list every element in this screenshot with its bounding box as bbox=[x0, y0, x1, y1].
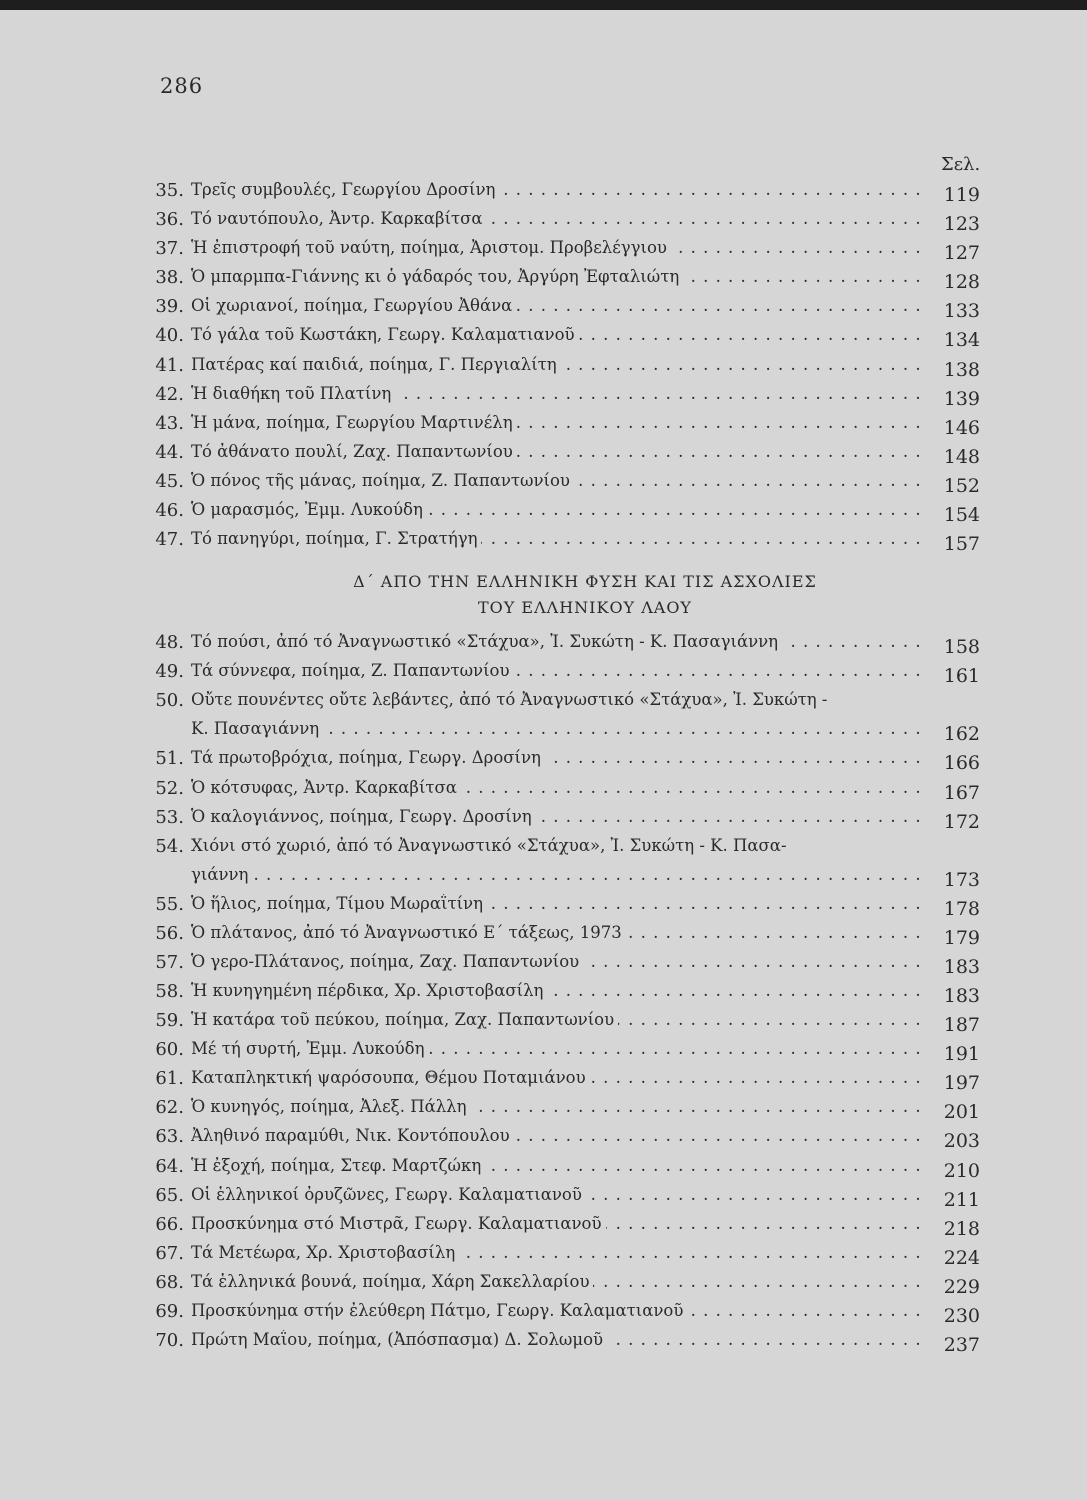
entry-title: Τό ἀθάνατο πουλί, Ζαχ. Παπαντωνίου . . . bbox=[191, 442, 920, 461]
entry-page: 191 bbox=[943, 1043, 980, 1066]
entry-title-continuation: γιάννη . . . bbox=[191, 865, 920, 884]
entry-title: Πατέρας καί παιδιά, ποίημα, Γ. Περγιαλίτη . . . bbox=[191, 355, 920, 374]
entry-page: 197 bbox=[943, 1072, 980, 1095]
entry-page: 237 bbox=[943, 1334, 980, 1357]
entry-page: 138 bbox=[943, 358, 980, 381]
entry-page: 218 bbox=[943, 1217, 980, 1240]
entry-page: 183 bbox=[943, 955, 980, 978]
entry-number: 58. bbox=[155, 980, 184, 1002]
entry-page: 152 bbox=[943, 474, 980, 497]
entry-title: Καταπληκτική ψαρόσουπα, Θέμου Ποταμιάνου . . . bbox=[191, 1068, 920, 1087]
entry-number: 42. bbox=[155, 383, 184, 405]
toc-entry bbox=[150, 746, 980, 775]
toc-entry bbox=[150, 527, 980, 556]
entry-title: Οἱ χωριανοί, ποίημα, Γεωργίου Ἀθάνα . . . bbox=[191, 296, 920, 315]
entry-title: Τά πρωτοβρόχια, ποίημα, Γεωργ. Δροσίνη . . . bbox=[191, 748, 920, 767]
entry-number: 51. bbox=[155, 748, 184, 770]
entry-page: 139 bbox=[943, 387, 980, 410]
entry-title: Προσκύνημα στό Μιστρᾶ, Γεωργ. Καλαματιανοῦ . . . bbox=[191, 1214, 920, 1233]
entry-title: Ὁ κυνηγός, ποίημα, Ἀλεξ. Πάλλη . . . bbox=[191, 1097, 920, 1116]
entry-number: 55. bbox=[155, 893, 184, 915]
entry-title: Τό ναυτόπουλο, Ἀντρ. Καρκαβίτσα . . . bbox=[191, 209, 920, 228]
entry-title: Ὁ μπαρμπα-Γιάννης κι ὁ γάδαρός του, Ἀργύρη Ἐφταλιώτη . . . bbox=[191, 267, 920, 286]
entry-title: Τά σύννεφα, ποίημα, Ζ. Παπαντωνίου . . . bbox=[191, 661, 920, 680]
entry-page: 157 bbox=[943, 533, 980, 556]
toc-entry bbox=[150, 892, 980, 921]
entry-page: 158 bbox=[943, 636, 980, 659]
toc-entry bbox=[150, 1270, 980, 1299]
entry-title: Ἡ κατάρα τοῦ πεύκου, ποίημα, Ζαχ. Παπαντωνίου . . . bbox=[191, 1010, 920, 1029]
entry-page: 183 bbox=[943, 984, 980, 1007]
entry-number: 70. bbox=[155, 1330, 184, 1352]
entry-number: 62. bbox=[155, 1097, 184, 1119]
scan-top-border bbox=[0, 0, 1087, 10]
entry-title: Ἡ ἐπιστροφή τοῦ ναύτη, ποίημα, Ἀριστομ. Προβελέγγιου . . . bbox=[191, 238, 920, 257]
entry-title: Ὁ ἥλιος, ποίημα, Τίμου Μωραΐτίνη . . . bbox=[191, 894, 920, 913]
entry-title: Προσκύνημα στήν ἐλεύθερη Πάτμο, Γεωργ. Καλαματιανοῦ . . . bbox=[191, 1301, 920, 1320]
entry-page: 167 bbox=[943, 781, 980, 804]
toc-entry bbox=[150, 805, 980, 834]
entry-page: 154 bbox=[943, 504, 980, 527]
toc-entry bbox=[150, 1183, 980, 1212]
entry-number: 43. bbox=[155, 412, 184, 434]
entry-title-continuation: Κ. Πασαγιάννη . . . bbox=[191, 719, 920, 738]
entry-title: Ἀληθινό παραμύθι, Νικ. Κοντόπουλου . . . bbox=[191, 1126, 920, 1145]
entry-page: 162 bbox=[943, 723, 980, 746]
entry-page: 201 bbox=[943, 1101, 980, 1124]
entry-title: Ὁ μαρασμός, Ἐμμ. Λυκούδη . . . bbox=[191, 500, 920, 519]
toc-entry bbox=[150, 688, 980, 746]
toc-entry bbox=[150, 776, 980, 805]
entry-number: 63. bbox=[155, 1126, 184, 1148]
toc-entry bbox=[150, 1008, 980, 1037]
entry-number: 50. bbox=[155, 690, 184, 712]
toc-entry bbox=[150, 353, 980, 382]
toc-entries-part-b bbox=[150, 630, 980, 1357]
entry-number: 35. bbox=[155, 180, 184, 201]
toc-entry bbox=[150, 1037, 980, 1066]
toc-entry bbox=[150, 921, 980, 950]
entry-number: 46. bbox=[155, 500, 184, 522]
entry-number: 39. bbox=[155, 296, 184, 318]
entry-title: Ὁ καλογιάννος, ποίημα, Γεωργ. Δροσίνη . . . bbox=[191, 807, 920, 826]
entry-number: 69. bbox=[155, 1301, 184, 1322]
entry-title: Μέ τή συρτή, Ἐμμ. Λυκούδη . . . bbox=[191, 1039, 920, 1058]
entry-number: 52. bbox=[155, 777, 184, 799]
entry-number: 54. bbox=[155, 835, 184, 857]
toc-entry bbox=[150, 236, 980, 265]
entry-number: 57. bbox=[155, 951, 184, 973]
toc-entry bbox=[150, 207, 980, 236]
entry-number: 66. bbox=[155, 1213, 184, 1235]
entry-number: 65. bbox=[155, 1184, 184, 1206]
toc-entry bbox=[150, 382, 980, 411]
entry-number: 56. bbox=[155, 922, 184, 944]
entry-title: Τρεῖς συμβουλές, Γεωργίου Δροσίνη . . . bbox=[191, 180, 920, 199]
entry-number: 68. bbox=[155, 1271, 184, 1293]
entry-page: 123 bbox=[943, 213, 980, 236]
entry-title: Τό πανηγύρι, ποίημα, Γ. Στρατήγη . . . bbox=[191, 529, 920, 548]
entry-title: Ἡ ἐξοχή, ποίημα, Στεφ. Μαρτζώκη . . . bbox=[191, 1156, 920, 1175]
entry-page: 119 bbox=[943, 184, 980, 206]
toc-entry bbox=[150, 265, 980, 294]
section-heading-line-1: Δ΄ ΑΠΟ ΤΗΝ ΕΛΛΗΝΙΚΗ ΦΥΣΗ ΚΑΙ ΤΙΣ ΑΣΧΟΛΙΕΣ bbox=[353, 572, 817, 592]
entry-title: Ὁ πόνος τῆς μάνας, ποίημα, Ζ. Παπαντωνίου . . . bbox=[191, 471, 920, 490]
page-column-header: Σελ. bbox=[941, 154, 981, 175]
entry-page: 229 bbox=[943, 1275, 980, 1298]
entry-page: 211 bbox=[943, 1188, 980, 1211]
toc-entries-part-a bbox=[150, 178, 980, 556]
entry-page: 134 bbox=[943, 329, 980, 352]
toc-entry bbox=[150, 323, 980, 352]
toc-entry bbox=[150, 178, 980, 207]
toc-entry bbox=[150, 1124, 980, 1153]
entry-title: Ὁ κότσυφας, Ἀντρ. Καρκαβίτσα . . . bbox=[191, 778, 920, 797]
toc-entry bbox=[150, 440, 980, 469]
entry-title: Τά ἑλληνικά βουνά, ποίημα, Χάρη Σακελλαρίου . . . bbox=[191, 1272, 920, 1291]
entry-number: 47. bbox=[155, 529, 184, 551]
toc-entry bbox=[150, 979, 980, 1008]
entry-title: Ὁ πλάτανος, ἀπό τό Ἀναγνωστικό Ε΄ τάξεως, 1973 . . . bbox=[191, 923, 920, 942]
toc-entry bbox=[150, 1299, 980, 1328]
toc-entry bbox=[150, 659, 980, 688]
entry-number: 41. bbox=[155, 354, 184, 376]
entry-number: 45. bbox=[155, 470, 184, 492]
entry-number: 44. bbox=[155, 441, 184, 463]
section-heading-line-2: ΤΟΥ ΕΛΛΗΝΙΚΟΥ ΛΑΟΥ bbox=[477, 598, 692, 618]
toc-entry bbox=[150, 1241, 980, 1270]
entry-page: 127 bbox=[943, 242, 980, 265]
entry-number: 53. bbox=[155, 806, 184, 828]
page-number: 286 bbox=[160, 74, 204, 98]
table-of-contents bbox=[150, 178, 980, 1357]
toc-entry bbox=[150, 294, 980, 323]
entry-title: Ὁ γερο-Πλάτανος, ποίημα, Ζαχ. Παπαντωνίου . . . bbox=[191, 952, 920, 971]
entry-title: Τό πούσι, ἀπό τό Ἀναγνωστικό «Στάχυα», Ἰ. Συκώτη - Κ. Πασαγιάννη . . . bbox=[191, 632, 920, 651]
entry-number: 67. bbox=[155, 1242, 184, 1264]
entry-page: 230 bbox=[943, 1305, 980, 1327]
toc-entry bbox=[150, 630, 980, 659]
section-heading bbox=[150, 556, 980, 630]
toc-entry bbox=[150, 1212, 980, 1241]
toc-entry bbox=[150, 1095, 980, 1124]
entry-page: 173 bbox=[943, 868, 980, 891]
toc-entry bbox=[150, 1154, 980, 1183]
entry-number: 36. bbox=[155, 209, 184, 231]
entry-number: 60. bbox=[155, 1039, 184, 1061]
entry-number: 38. bbox=[155, 267, 184, 289]
entry-title: Πρώτη Μαΐου, ποίημα, (Ἀπόσπασμα) Δ. Σολωμοῦ . . . bbox=[191, 1330, 920, 1349]
entry-page: 133 bbox=[943, 300, 980, 323]
entry-page: 172 bbox=[943, 810, 980, 833]
entry-title: Οἱ ἑλληνικοί ὀρυζῶνες, Γεωργ. Καλαματιανοῦ . . . bbox=[191, 1185, 920, 1204]
toc-entry bbox=[150, 950, 980, 979]
entry-page: 224 bbox=[943, 1246, 980, 1269]
entry-page: 187 bbox=[943, 1014, 980, 1037]
toc-entry bbox=[150, 498, 980, 527]
entry-title: Ἡ διαθήκη τοῦ Πλατίνη . . . bbox=[191, 384, 920, 403]
toc-entry bbox=[150, 1328, 980, 1357]
entry-page: 166 bbox=[943, 752, 980, 775]
entry-page: 148 bbox=[943, 445, 980, 468]
toc-entry bbox=[150, 411, 980, 440]
entry-page: 128 bbox=[943, 271, 980, 294]
entry-page: 161 bbox=[943, 665, 980, 688]
entry-number: 48. bbox=[155, 632, 184, 654]
entry-page: 203 bbox=[943, 1130, 980, 1153]
entry-number: 40. bbox=[155, 325, 184, 347]
entry-page: 146 bbox=[943, 416, 980, 439]
entry-title: Τό γάλα τοῦ Κωστάκη, Γεωργ. Καλαματιανοῦ . . . bbox=[191, 325, 920, 344]
entry-number: 64. bbox=[155, 1155, 184, 1177]
entry-number: 37. bbox=[155, 238, 184, 260]
entry-number: 49. bbox=[155, 661, 184, 683]
toc-entry bbox=[150, 834, 980, 892]
entry-title: Οὔτε πουνέντες οὔτε λεβάντες, ἀπό τό Ἀναγνωστικό «Στάχυα», Ἰ. Συκώτη - bbox=[191, 690, 920, 709]
entry-page: 179 bbox=[943, 926, 980, 949]
entry-title: Τά Μετέωρα, Χρ. Χριστοβασίλη . . . bbox=[191, 1243, 920, 1262]
entry-title: Χιόνι στό χωριό, ἀπό τό Ἀναγνωστικό «Στάχυα», Ἰ. Συκώτη - Κ. Πασα- bbox=[191, 836, 920, 855]
toc-entry bbox=[150, 1066, 980, 1095]
entry-page: 178 bbox=[943, 897, 980, 920]
entry-page: 210 bbox=[943, 1159, 980, 1182]
entry-number: 61. bbox=[155, 1068, 184, 1090]
entry-title: Ἡ κυνηγημένη πέρδικα, Χρ. Χριστοβασίλη . . . bbox=[191, 981, 920, 1000]
toc-entry bbox=[150, 469, 980, 498]
entry-number: 59. bbox=[155, 1010, 184, 1032]
entry-title: Ἡ μάνα, ποίημα, Γεωργίου Μαρτινέλη . . . bbox=[191, 413, 920, 432]
